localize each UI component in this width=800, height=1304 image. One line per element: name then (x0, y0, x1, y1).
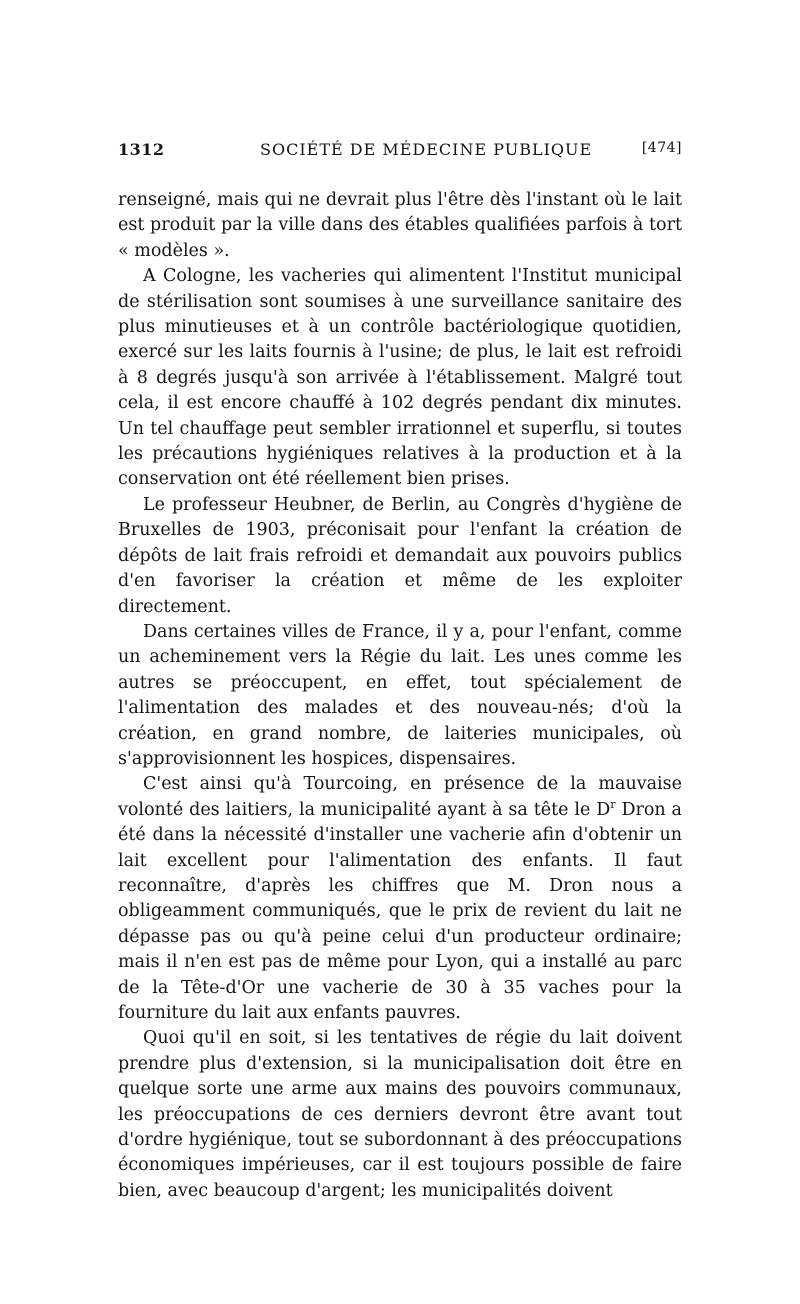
superscript-abbreviation: r (610, 797, 616, 811)
running-header (118, 140, 682, 170)
paragraph-text-before: C'est ainsi qu'à Tourcoing, en présence de la mauvaise volonté des laitiers, la municipalité ayant à sa tête le D (118, 774, 682, 820)
paragraph: Dans certaines villes de France, il y a, pour l'enfant, comme un acheminement vers la Régie du lait. Les unes comme les autres se préoccupent, en effet, tout spécialement de l'alimentation des malades et des nouveau-nés; d'où la création, en grand nombre, de laiteries municipales, où s'approvisionnent les hospices, dispensaires. (118, 621, 682, 769)
paragraph-continued: renseigné, mais qui ne devrait plus l'être dès l'instant où le lait est produit par la ville dans des étables qualifiées parfois à tort « modèles ». (118, 190, 682, 261)
body-text (118, 188, 682, 1204)
paragraph: Quoi qu'il en soit, si les tentatives de régie du lait doivent prendre plus d'extension, si la municipalisation doit être en quelque sorte une arme aux mains des pouvoirs communaux, les préoccupations de ces derniers devront être avant tout d'ordre hygiénique, tout se subordonnant à des préoccupations économiques impérieuses, car il est toujours possible de faire bien, avec beaucoup d'argent; les municipalités doivent (118, 1028, 682, 1201)
running-title: SOCIÉTÉ DE MÉDECINE PUBLIQUE (260, 140, 593, 159)
paragraph: A Cologne, les vacheries qui alimentent l'Institut municipal de stérilisation sont soumises à une surveillance sanitaire des plus minutieuses et à un contrôle bactériologique quotidien, exercé sur les laits fournis à l'usine; de plus, le lait est refroidi à 8 degrés jusqu'à son arrivée à l'établissement. Malgré tout cela, il est encore chauffé à 102 degrés pendant dix minutes. Un tel chauffage peut sembler irrationnel et superflu, si toutes les précautions hygiéniques relatives à la production et à la conservation ont été réellement bien prises. (118, 266, 682, 490)
paragraph-text-after: Dron a été dans la nécessité d'installer une vacherie afin d'obtenir un lait excellent pour l'alimentation des enfants. Il faut reconnaître, d'après les chiffres que M. Dron nous a obligeamment communiqués, que le prix de revient du lait ne dépasse pas ou qu'à peine celui d'un producteur ordinaire; mais il n'en est pas de même pour Lyon, qui a installé au parc de la Tête-d'Or une vacherie de 30 à 35 vaches pour la fourniture du lait aux enfants pauvres. (118, 799, 682, 1023)
page-number: 1312 (118, 140, 165, 159)
page-reference: [474] (641, 140, 682, 156)
paragraph (118, 772, 682, 1026)
paragraph: Le professeur Heubner, de Berlin, au Congrès d'hygiène de Bruxelles de 1903, préconisait pour l'enfant la création de dépôts de lait frais refroidi et demandait aux pouvoirs publics d'en favoriser la création et même de les exploiter directement. (118, 494, 682, 617)
book-page (118, 140, 682, 1204)
